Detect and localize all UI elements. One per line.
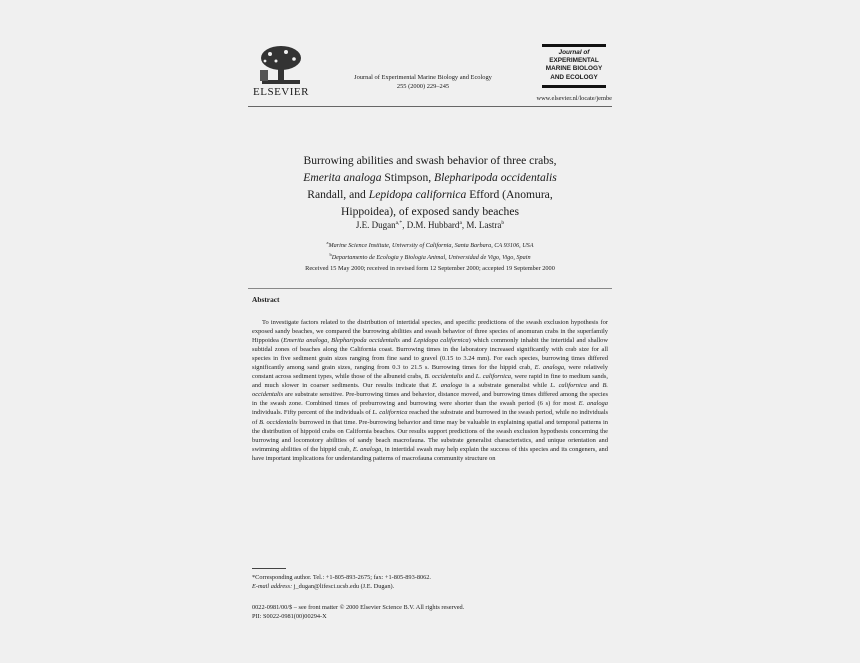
abstract-text: and	[399, 337, 414, 345]
journal-url: www.elsevier.nl/locate/jembe	[536, 95, 612, 102]
author-affil-mark: b	[501, 220, 505, 226]
abstract-species: B. occidentalis	[259, 418, 298, 426]
abstract-text: ,	[327, 337, 332, 345]
title-text: Stimpson,	[381, 171, 435, 184]
abstract-text: , were relatively constant across sediment types, while those of the albuneid crabs,	[252, 364, 608, 381]
abstract-species: E. analoga	[432, 382, 462, 390]
abstract-text: , in intertidal swash may help explain the success of this species and its congeners, and have important implications for understanding patterns of macrofauna community structure on	[252, 445, 608, 462]
abstract-text: are substrate sensitive. Pre-burrowing times and behavior, distance moved, and burrowing times differed among the species in the swash zone. Combined times of preburrowing and burrowing were shorter than the swash period (6 s) for most	[252, 391, 608, 408]
pii-line: PII: S0022-0981(00)00294-X	[252, 613, 327, 620]
abstract-species: Lepidopa californica	[413, 337, 469, 345]
abstract-text: , were rapid in fine to medium sands, and much slower in coarser sediments. Our results indicate that	[252, 373, 608, 390]
author-name: , M. Lastra	[461, 220, 502, 230]
affil-mark: a	[326, 240, 329, 245]
abstract-text: ) which commonly inhabit the intertidal and shallow subtidal zones of beaches along the California coast. Burrowing times in the laboratory increased significantly with crab size for all species in five sediment grain sizes ranging from fine sand to gravel (0.15 to 3.24 mm). For each species, burrowing times differed significantly among sand grain sizes, ranging from 0.3 to 21.5 s. Burrowing times for the hippid crab,	[252, 337, 609, 372]
abstract-heading: Abstract	[252, 295, 280, 304]
title-text: Hippoidea), of exposed sandy beaches	[340, 205, 520, 218]
abstract-text: To investigate factors related to the distribution of intertidal species, and specific predictions of the swash exclusion hypothesis for exposed sandy beaches, we compared the burrowing abilities and swash behavior of three species of anomuran crabs in the superfamily Hippoidea (	[252, 319, 608, 345]
title-species: Lepidopa californica	[368, 188, 467, 201]
author-affil-mark: a,*	[395, 220, 403, 226]
abstract-text: is a substrate generalist while	[461, 382, 551, 390]
abstract-text: reached the substrate and burrowed in the swash period, while no individuals of	[252, 409, 608, 426]
paper-page	[248, 40, 612, 640]
publisher-name: ELSEVIER	[253, 86, 309, 98]
abstract-species: E. analoga	[578, 400, 608, 408]
journal-box-line: EXPERIMENTAL	[549, 57, 599, 65]
abstract-text: and	[462, 373, 476, 381]
author-name: J.E. Dugan	[355, 220, 396, 230]
title-species: Blepharipoda occidentalis	[434, 171, 557, 184]
publication-info	[252, 603, 608, 621]
journal-volume: 255 (2000) 229–245	[396, 83, 450, 90]
journal-box-line: AND ECOLOGY	[550, 73, 598, 81]
journal-box-line: MARINE BIOLOGY	[545, 65, 603, 73]
abstract-divider	[248, 288, 612, 289]
abstract-species: B. occidentalis	[252, 382, 608, 399]
author-list	[248, 220, 612, 230]
received-dates: Received 15 May 2000; received in revised form 12 September 2000; accepted 19 September 2000	[305, 265, 555, 272]
copyright-line: 0022-0981/00/$ – see front matter © 2000 Elsevier Science B.V. All rights reserved.	[252, 604, 465, 611]
affil-text: Marine Science Institute, University of California, Santa Barbara, CA 93106, USA	[328, 242, 534, 250]
abstract-body	[252, 318, 608, 463]
email-label: E-mail address:	[252, 583, 293, 590]
abstract-species: L. californica	[372, 409, 408, 417]
abstract-species: B. occidentalis	[424, 373, 463, 381]
abstract-text: individuals. Fifty percent of the individuals of	[252, 409, 373, 417]
title-species: Emerita analoga	[303, 171, 382, 184]
email-line	[252, 582, 608, 591]
corresponding-author: *Corresponding author. Tel.: +1-805-893-2675; fax: +1-805-893-8062.	[252, 574, 431, 581]
affiliation-b	[248, 250, 612, 262]
abstract-species: L. californica	[475, 373, 512, 381]
abstract-text: and	[586, 382, 603, 390]
affil-mark: b	[329, 252, 332, 258]
journal-box-line: Journal of	[558, 49, 590, 56]
abstract-species: Emerita analoga	[283, 337, 328, 345]
abstract-species: E. analoga	[352, 445, 382, 453]
title-text: Efford (Anomura,	[466, 188, 553, 201]
footnote	[252, 573, 608, 591]
paper-title	[258, 152, 602, 220]
journal-title-box	[542, 44, 606, 88]
author-name: , D.M. Hubbard	[402, 220, 460, 230]
affiliation-a	[248, 238, 612, 250]
affil-text: Departamento de Ecologia y Biologia Animal, Universidad de Vigo, Vigo, Spain	[331, 254, 531, 262]
affiliations	[248, 238, 612, 262]
abstract-text: burrowed in that time. Pre-burrowing behavior and time may be valuable in explaining spatial and temporal patterns in the distribution of hippoid crabs on California beaches. Our results support predictions of the swash exclusion hypothesis concerning the burrowing and locomotory abilities of sandy beach macrofauna. The substrate generalist characteristics, and unique orientation and swimming abilities of the hippid crab,	[252, 418, 608, 453]
journal-name: Journal of Experimental Marine Biology and Ecology	[354, 74, 492, 81]
header-divider	[248, 106, 612, 107]
author-affil-mark: a	[459, 220, 462, 226]
title-text: Burrowing abilities and swash behavior of three crabs,	[303, 154, 557, 167]
elsevier-tree-icon	[256, 44, 306, 88]
journal-reference	[318, 73, 528, 91]
abstract-species: L. californica	[550, 382, 587, 390]
email-address: j_dugan@lifesci.ucsb.edu (J.E. Dugan).	[292, 583, 395, 590]
abstract-species: E. analoga	[534, 364, 565, 372]
footnote-rule	[252, 568, 286, 569]
title-text: Randall, and	[307, 188, 369, 201]
elsevier-logo	[252, 44, 310, 96]
abstract-species: Blepharipoda occidentalis	[331, 337, 400, 345]
